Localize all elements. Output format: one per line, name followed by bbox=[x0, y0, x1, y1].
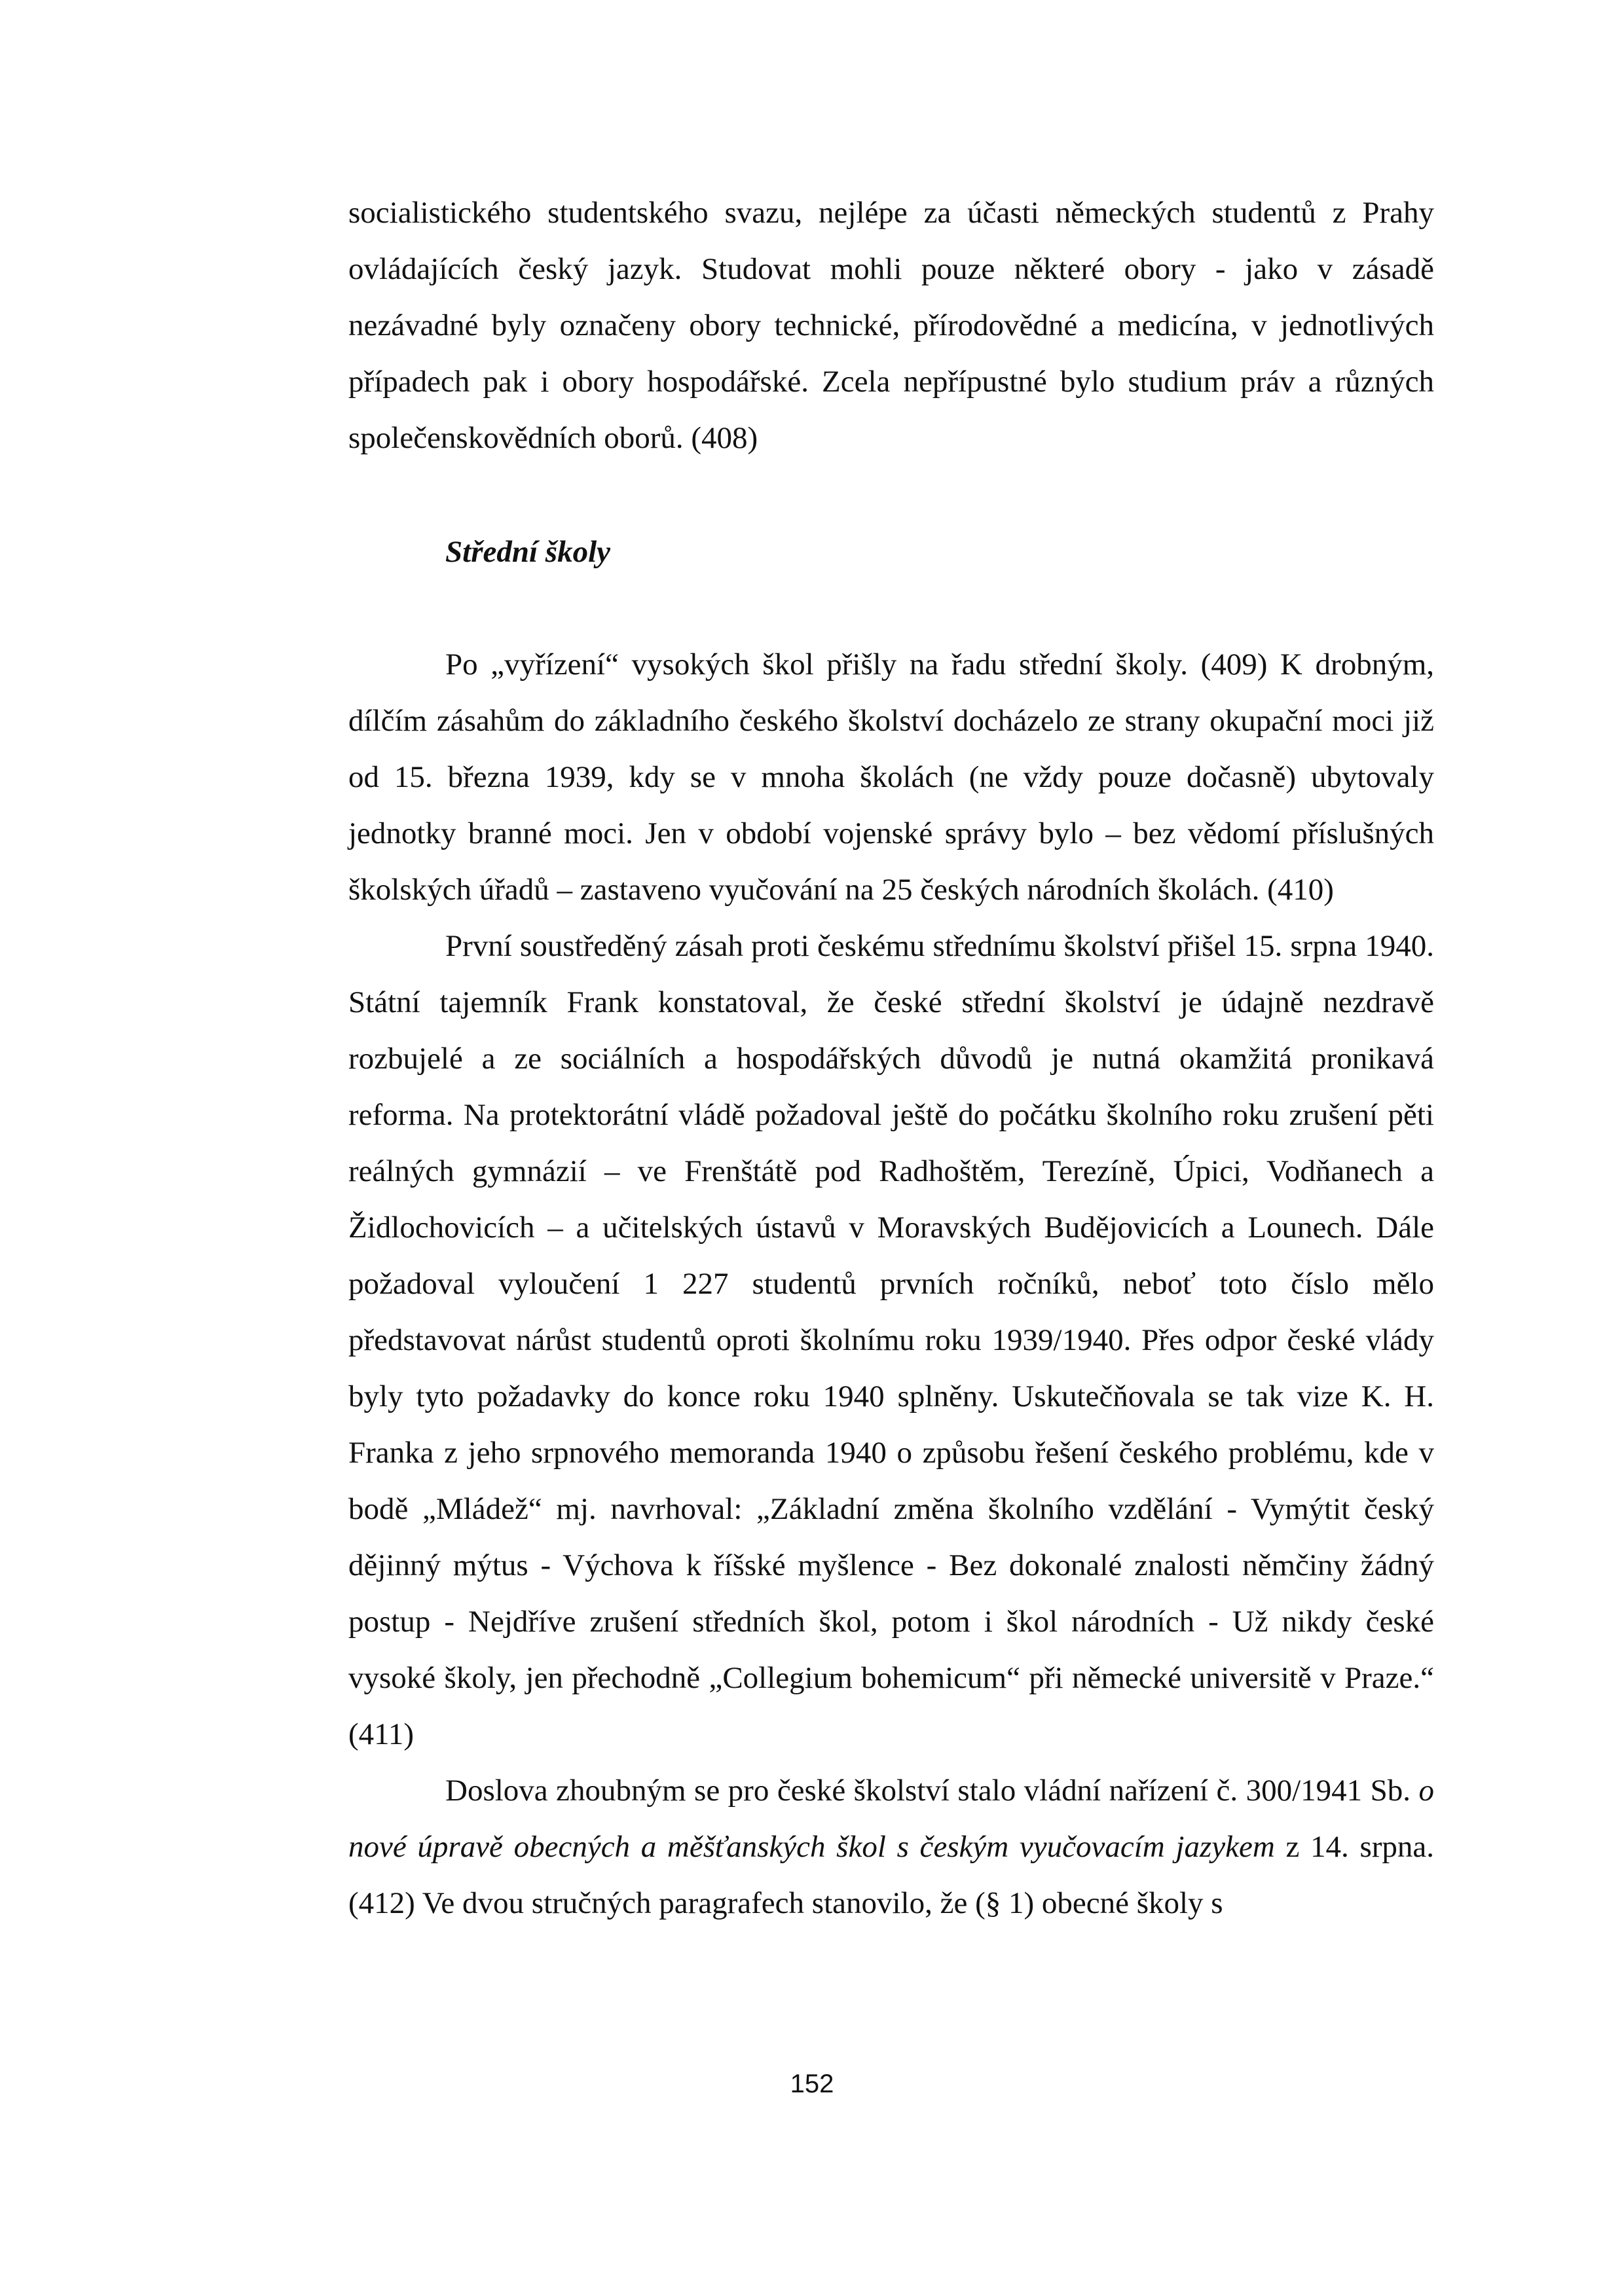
page-number: 152 bbox=[790, 2069, 834, 2098]
body-text bbox=[348, 636, 1434, 1931]
paragraph-regulation bbox=[348, 1762, 1434, 1931]
regulation-title: o nové úpravě obecných a měšťanských škol s českým vyučovacím jazykem bbox=[348, 1774, 1434, 1864]
paragraph-first-intervention: První soustředěný zásah proti českému střednímu školství přišel 15. srpna 1940. Státní tajemník Frank konstatoval, že české střední školství je údajně nezdravě rozbujelé a ze sociálních a hospodářských důvodů je nutná okamžitá pronikavá reforma. Na protektorátní vládě požadoval ještě do počátku školního roku zrušení pěti reálných gymnázií – ve Frenštátě pod Radhoštěm, Terezíně, Úpici, Vodňanech a Židlochovicích – a učitelských ústavů v Moravských Budějovicích a Lounech. Dále požadoval vyloučení 1 227 studentů prvních ročníků, neboť toto číslo mělo představovat nárůst studentů oproti školnímu roku 1939/1940. Přes odpor české vlády byly tyto požadavky do konce roku 1940 splněny. Uskutečňovala se tak vize K. H. Franka z jeho srpnového memoranda 1940 o způsobu řešení českého problému, kde v bodě „Mládež“ mj. navrhoval: „Základní změna školního vzdělání - Vymýtit český dějinný mýtus - Výchova k říšské myšlence - Bez dokonalé znalosti němčiny žádný postup - Nejdříve zrušení středních škol, potom i škol národních - Už nikdy české vysoké školy, jen přechodně „Collegium bohemicum“ při německé universitě v Praze.“ (411) bbox=[348, 929, 1434, 1751]
section-heading: Střední školy bbox=[445, 535, 611, 569]
regulation-text-before: Doslova zhoubným se pro české školství stalo vládní nařízení č. 300/1941 Sb. bbox=[445, 1774, 1419, 1808]
paragraph-continuation: socialistického studentského svazu, nejlépe za účasti německých studentů z Prahy ovládajících český jazyk. Studovat mohli pouze některé obory - jako v zásadě nezávadné byly označeny obory technické, přírodovědné a medicína, v jednotlivých případech pak i obory hospodářské. Zcela nepřípustné bylo studium práv a různých společenskovědních oborů. (408) bbox=[348, 196, 1434, 455]
regulation-text-after: z 14. srpna. (412) Ve dvou stručných paragrafech stanovilo, že (§ 1) obecné školy s bbox=[348, 1830, 1435, 1920]
paragraph-intro: Po „vyřízení“ vysokých škol přišly na řadu střední školy. (409) K drobným, dílčím zásahům do základního českého školství docházelo ze strany okupační moci již od 15. března 1939, kdy se v mnoha školách (ne vždy pouze dočasně) ubytovaly jednotky branné moci. Jen v období vojenské správy bylo – bez vědomí příslušných školských úřadů – zastaveno vyučování na 25 českých národních školách. (410) bbox=[348, 647, 1434, 907]
